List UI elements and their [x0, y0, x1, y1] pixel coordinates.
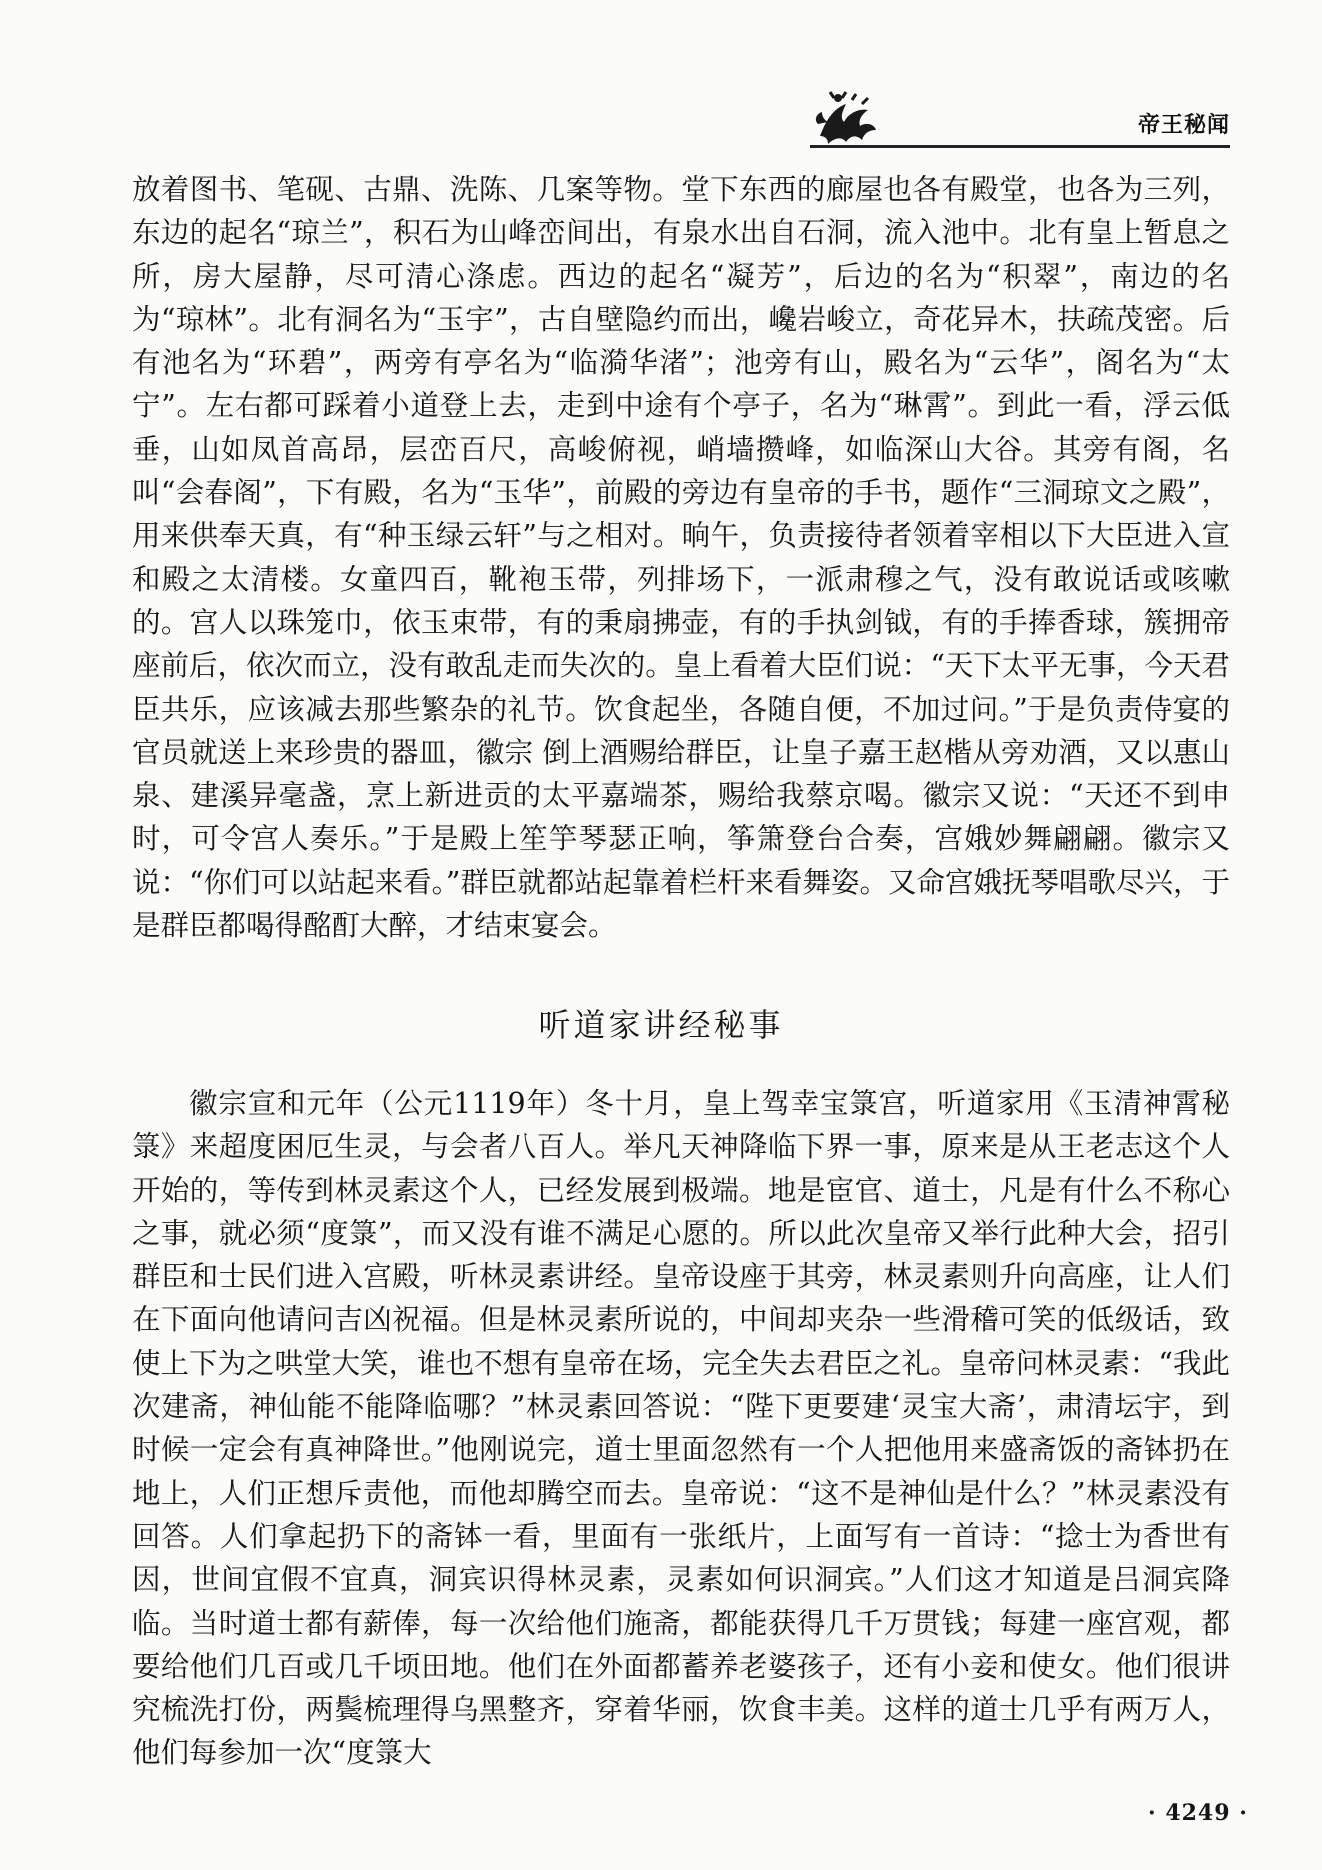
page-number: · 4249 · — [1148, 1800, 1248, 1826]
body-paragraph: 放着图书、笔砚、古鼎、洗陈、几案等物。堂下东西的廊屋也各有殿堂，也各为三列，东边的起名“琼兰”，积石为山峰峦间出，有泉水出自石洞，流入池中。北有皇上暂息之所，房大屋静，尽可清心涤虑。西边的起名“凝芳”，后边的名为“积翠”，南边的名为“琼林”。北有洞名为“玉宇”，古自壁隐约而出，巉岩峻立，奇花异木，扶疏茂密。后有池名为“环碧”，两旁有亭名为“临漪华渚”；池旁有山，殿名为“云华”，阁名为“太宁”。左右都可踩着小道登上去，走到中途有个亭子，名为“琳霄”。到此一看，浮云低垂，山如凤首高昂，层峦百尺，高峻俯视，峭墙攒峰，如临深山大谷。其旁有阁，名叫“会春阁”，下有殿，名为“玉华”，前殿的旁边有皇帝的手书，题作“三洞琼文之殿”，用来供奉天真，有“种玉绿云轩”与之相对。晌午，负责接待者领着宰相以下大臣进入宣和殿之太清楼。女童四百，靴袍玉带，列排场下，一派肃穆之气，没有敢说话或咳嗽的。宫人以珠笼巾，依玉束带，有的秉扇拂壶，有的手执剑钺，有的手捧香球，簇拥帝座前后，依次而立，没有敢乱走而失次的。皇上看着大臣们说：“天下太平无事，今天君臣共乐，应该减去那些繁杂的礼节。饮食起坐，各随自便，不加过问。”于是负责侍宴的官员就送上来珍贵的器皿，徽宗 倒上酒赐给群臣，让皇子嘉王赵楷从旁劝酒，又以惠山泉、建溪异毫盏，烹上新进贡的太平嘉端茶，赐给我蔡京喝。徽宗又说：“天还不到申时，可令宫人奏乐。”于是殿上笙竽琴瑟正响，筝箫登台合奏，宫娥妙舞翩翩。徽宗又说：“你们可以站起来看。”群臣就都站起靠着栏杆来看舞姿。又命宫娥抚琴唱歌尽兴，于是群臣都喝得酩酊大醉，才结束宴会。 — [132, 173, 1230, 943]
section-title: 听道家讲经秘事 — [538, 1006, 784, 1044]
dragon-emblem-icon — [812, 90, 882, 150]
header-rule — [810, 145, 1230, 148]
running-header — [812, 90, 1230, 152]
body-paragraph: 徽宗宣和元年（公元1119年）冬十月，皇上驾幸宝箓宫，听道家用《玉清神霄秘箓》来超度困厄生灵，与会者八百人。举凡天神降临下界一事，原来是从王老志这个人开始的，等传到林灵素这个人，已经发展到极端。地是宦官、道士，凡是有什么不称心之事，就必须“度箓”，而又没有谁不满足心愿的。所以此次皇帝又举行此种大会，招引群臣和士民们进入宫殿，听林灵素讲经。皇帝设座于其旁，林灵素则升向高座，让人们在下面向他请问吉凶祝福。但是林灵素所说的，中间却夹杂一些滑稽可笑的低级话，致使上下为之哄堂大笑，谁也不想有皇帝在场，完全失去君臣之礼。皇帝问林灵素：“我此次建斋，神仙能不能降临哪？”林灵素回答说：“陛下更要建‘灵宝大斋’，肃清坛宇，到时候一定会有真神降世。”他刚说完，道士里面忽然有一个人把他用来盛斋饭的斋钵扔在地上，人们正想斥责他，而他却腾空而去。皇帝说：“这不是神仙是什么？”林灵素没有回答。人们拿起扔下的斋钵一看，里面有一张纸片，上面写有一首诗：“捻士为香世有因，世间宜假不宜真，洞宾识得林灵素，灵素如何识洞宾。”人们这才知道是吕洞宾降临。当时道士都有薪俸，每一次给他们施斋，都能获得几千万贯钱；每建一座宫观，都要给他们几百或几千顷田地。他们在外面都蓄养老婆孩子，还有小妾和使女。他们很讲究梳洗打份，两鬓梳理得乌黑整齐，穿着华丽，饮食丰美。这样的道士几乎有两万人，他们每参加一次“度箓大 — [132, 1087, 1230, 1770]
header-title: 帝王秘闻 — [1137, 113, 1230, 138]
